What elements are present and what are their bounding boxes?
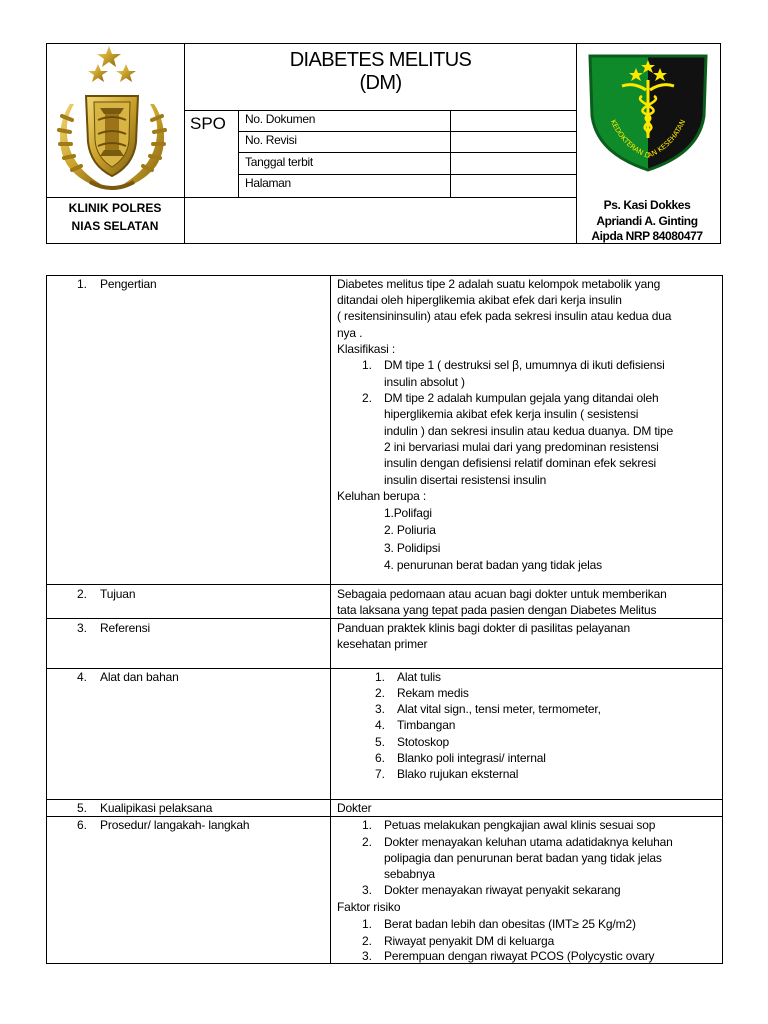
row-label: Tujuan [100, 587, 136, 601]
symptom-item: 3. Polidipsi [384, 541, 441, 555]
row-content-line: insulin absolut ) [384, 375, 465, 389]
risk-factor-item: Berat badan lebih dan obesitas (IMT≥ 25 Kg/m2) [384, 917, 636, 931]
list-number: 6. [375, 751, 386, 765]
equipment-item: Stotoskop [397, 735, 450, 749]
list-number: 1. [362, 358, 373, 372]
row-content-line: hiperglikemia akibat efek kerja insulin ( sesistensi [384, 407, 639, 421]
row-content-line: Sebagaia pedomaan atau acuan bagi dokter untuk memberikan [337, 587, 667, 601]
right-logo-text: KEDOKTERAN DAN KESEHATAN [608, 118, 688, 161]
list-number: 2. [375, 686, 386, 700]
row-content-line: DM tipe 1 ( destruksi sel β, umumnya di ikuti defisiensi [384, 358, 665, 372]
signatory-nrp: Aipda NRP 84080477 [591, 229, 703, 243]
row-number: 4. [77, 670, 88, 684]
equipment-item: Alat vital sign., tensi meter, termometer, [397, 702, 601, 716]
police-emblem-logo [50, 44, 180, 196]
row-content-line: insulin disertai resistensi insulin [384, 473, 547, 487]
row-content-line: 2 ini bervariasi mulai dari yang predominan resistensi [384, 440, 659, 454]
list-number: 1. [375, 670, 386, 684]
row-number: 3. [77, 621, 88, 635]
document-subtitle: (DM) [359, 72, 402, 94]
risk-factor-item: Perempuan dengan riwayat PCOS (Polycystic ovary [384, 949, 655, 963]
row-label: Prosedur/ langakah- langkah [100, 818, 250, 832]
meta-label-tanggal-terbit: Tanggal terbit [245, 155, 313, 169]
procedure-step: Dokter menayakan riwayat penyakit sekarang [384, 883, 621, 897]
list-number: 3. [375, 702, 386, 716]
row-content-line: tata laksana yang tepat pada pasien dengan Diabetes Melitus [337, 603, 657, 617]
row-label: Referensi [100, 621, 151, 635]
equipment-item: Rekam medis [397, 686, 469, 700]
row-content-line: indulin ) dan sekresi insulin atau kedua duanya. DM tipe [384, 424, 674, 438]
row-content-line: ditandai oleh hiperglikemia akibat efek dari kerja insulin [337, 293, 622, 307]
procedure-step: Dokter menayakan keluhan utama adatidaknya keluhan [384, 835, 673, 849]
meta-label-no-dokumen: No. Dokumen [245, 112, 316, 126]
row-content-line: kesehatan primer [337, 637, 428, 651]
clinic-name-line1: KLINIK POLRES [68, 201, 162, 215]
row-content-line: DM tipe 2 adalah kumpulan gejala yang ditandai oleh [384, 391, 659, 405]
signatory-name: Apriandi A. Ginting [596, 213, 698, 228]
equipment-item: Alat tulis [397, 670, 441, 684]
symptom-item: 2. Poliuria [384, 523, 436, 537]
equipment-item: Timbangan [397, 718, 456, 732]
procedure-step: sebabnya [384, 867, 435, 881]
row-content-line: nya . [337, 326, 363, 340]
list-number: 3. [362, 883, 373, 897]
row-number: 2. [77, 587, 88, 601]
procedure-step: polipagia dan penurunan berat badan yang tidak jelas [384, 851, 662, 865]
list-number: 2. [362, 934, 373, 948]
row-content-line: ( resitensininsulin) atau efek pada sekresi insulin atau kedua dua [337, 309, 672, 323]
symptom-item: 1.Polifagi [384, 506, 432, 520]
equipment-item: Blako rujukan eksternal [397, 767, 519, 781]
row-number: 1. [77, 277, 88, 291]
row-label: Pengertian [100, 277, 157, 291]
signatory-title: Ps. Kasi Dokkes [603, 198, 691, 212]
list-number: 5. [375, 735, 386, 749]
list-number: 2. [362, 391, 373, 405]
row-content-line: Faktor risiko [337, 900, 401, 914]
row-content-line: Dokter [337, 801, 372, 815]
meta-label-no-revisi: No. Revisi [245, 133, 297, 147]
row-content-line: Keluhan berupa : [337, 489, 427, 503]
row-number: 5. [77, 801, 88, 815]
row-number: 6. [77, 818, 88, 832]
list-number: 7. [375, 767, 386, 781]
clinic-name-line2: NIAS SELATAN [71, 219, 159, 233]
list-number: 4. [375, 718, 386, 732]
row-content-line: Panduan praktek klinis bagi dokter di pasilitas pelayanan [337, 621, 630, 635]
risk-factor-item: Riwayat penyakit DM di keluarga [384, 934, 555, 948]
list-number: 2. [362, 835, 373, 849]
medical-shield-logo [586, 46, 710, 172]
spo-label: SPO [190, 114, 226, 133]
row-content-line: Klasifikasi : [337, 342, 396, 356]
document-title: DIABETES MELITUS [289, 49, 472, 71]
row-content-line: Diabetes melitus tipe 2 adalah suatu kelompok metabolik yang [337, 277, 661, 291]
list-number: 1. [362, 818, 373, 832]
row-label: Kualipikasi pelaksana [100, 801, 213, 815]
equipment-item: Blanko poli integrasi/ internal [397, 751, 546, 765]
row-content-line: insulin dengan defisiensi relatif dominan efek sekresi [384, 456, 657, 470]
row-label: Alat dan bahan [100, 670, 179, 684]
list-number: 3. [362, 949, 373, 963]
procedure-step: Petuas melakukan pengkajian awal klinis sesuai sop [384, 818, 656, 832]
symptom-item: 4. penurunan berat badan yang tidak jelas [384, 558, 603, 572]
meta-label-halaman: Halaman [245, 176, 291, 190]
list-number: 1. [362, 917, 373, 931]
